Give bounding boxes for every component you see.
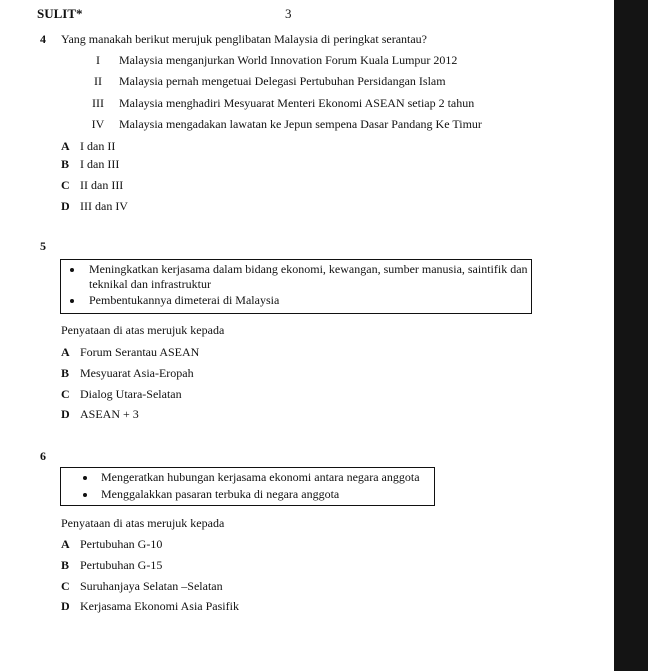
- statement-text: Malaysia mengadakan lawatan ke Jepun sempena Dasar Pandang Ke Timur: [119, 117, 482, 131]
- bullet-icon: [70, 299, 74, 303]
- question-4-number: 4: [40, 32, 46, 46]
- question-6-number: 6: [40, 449, 46, 463]
- option-letter: B: [61, 366, 70, 380]
- bullet-text: Meningkatkan kerjasama dalam bidang ekonomi, kewangan, sumber manusia, saintifik dan: [89, 262, 528, 276]
- question-6-statement-box: [60, 467, 435, 506]
- question-6-stem: Penyataan di atas merujuk kepada: [61, 516, 225, 530]
- option-text: I dan II: [80, 139, 116, 153]
- bullet-icon: [70, 268, 74, 272]
- question-4-stem: Yang manakah berikut merujuk penglibatan Malaysia di peringkat serantau?: [61, 32, 428, 46]
- bullet-icon: [83, 476, 87, 480]
- bullet-text-continued: teknikal dan infrastruktur: [89, 277, 211, 291]
- option-letter: D: [61, 599, 70, 613]
- header-sulit: SULIT*: [37, 6, 83, 21]
- option-text: Pertubuhan G-15: [80, 558, 163, 572]
- question-5-stem: Penyataan di atas merujuk kepada: [61, 323, 225, 337]
- statement-roman: I: [96, 53, 100, 67]
- statement-roman: II: [94, 74, 102, 88]
- page-edge-bar: [614, 0, 648, 671]
- page-number: 3: [285, 6, 292, 21]
- question-5-number: 5: [40, 239, 46, 253]
- option-letter: C: [61, 178, 70, 192]
- option-text: Dialog Utara-Selatan: [80, 387, 182, 401]
- statement-roman: IV: [91, 117, 105, 131]
- option-letter: A: [61, 139, 70, 153]
- bullet-text: Menggalakkan pasaran terbuka di negara anggota: [101, 487, 340, 501]
- statement-roman: III: [92, 96, 104, 110]
- option-letter: B: [61, 558, 70, 572]
- option-letter: A: [61, 537, 70, 551]
- option-text: Mesyuarat Asia-Eropah: [80, 366, 194, 380]
- statement-text: Malaysia pernah mengetuai Delegasi Pertubuhan Persidangan Islam: [119, 74, 446, 88]
- option-text: Suruhanjaya Selatan –Selatan: [80, 579, 223, 593]
- bullet-text: Pembentukannya dimeterai di Malaysia: [89, 293, 280, 307]
- option-text: I dan III: [80, 157, 120, 171]
- option-text: Forum Serantau ASEAN: [80, 345, 200, 359]
- option-letter: C: [61, 579, 70, 593]
- question-5-statement-box: [60, 259, 532, 314]
- option-letter: C: [61, 387, 70, 401]
- option-text: II dan III: [80, 178, 124, 192]
- bullet-icon: [83, 493, 87, 497]
- option-text: ASEAN + 3: [80, 407, 139, 421]
- bullet-text: Mengeratkan hubungan kerjasama ekonomi antara negara anggota: [101, 470, 420, 484]
- option-letter: D: [61, 407, 70, 421]
- option-text: Pertubuhan G-10: [80, 537, 163, 551]
- option-letter: D: [61, 199, 70, 213]
- option-text: III dan IV: [80, 199, 128, 213]
- option-letter: A: [61, 345, 70, 359]
- statement-text: Malaysia menganjurkan World Innovation Forum Kuala Lumpur 2012: [119, 53, 458, 67]
- option-letter: B: [61, 157, 70, 171]
- option-text: Kerjasama Ekonomi Asia Pasifik: [80, 599, 239, 613]
- statement-text: Malaysia menghadiri Mesyuarat Menteri Ekonomi ASEAN setiap 2 tahun: [119, 96, 475, 110]
